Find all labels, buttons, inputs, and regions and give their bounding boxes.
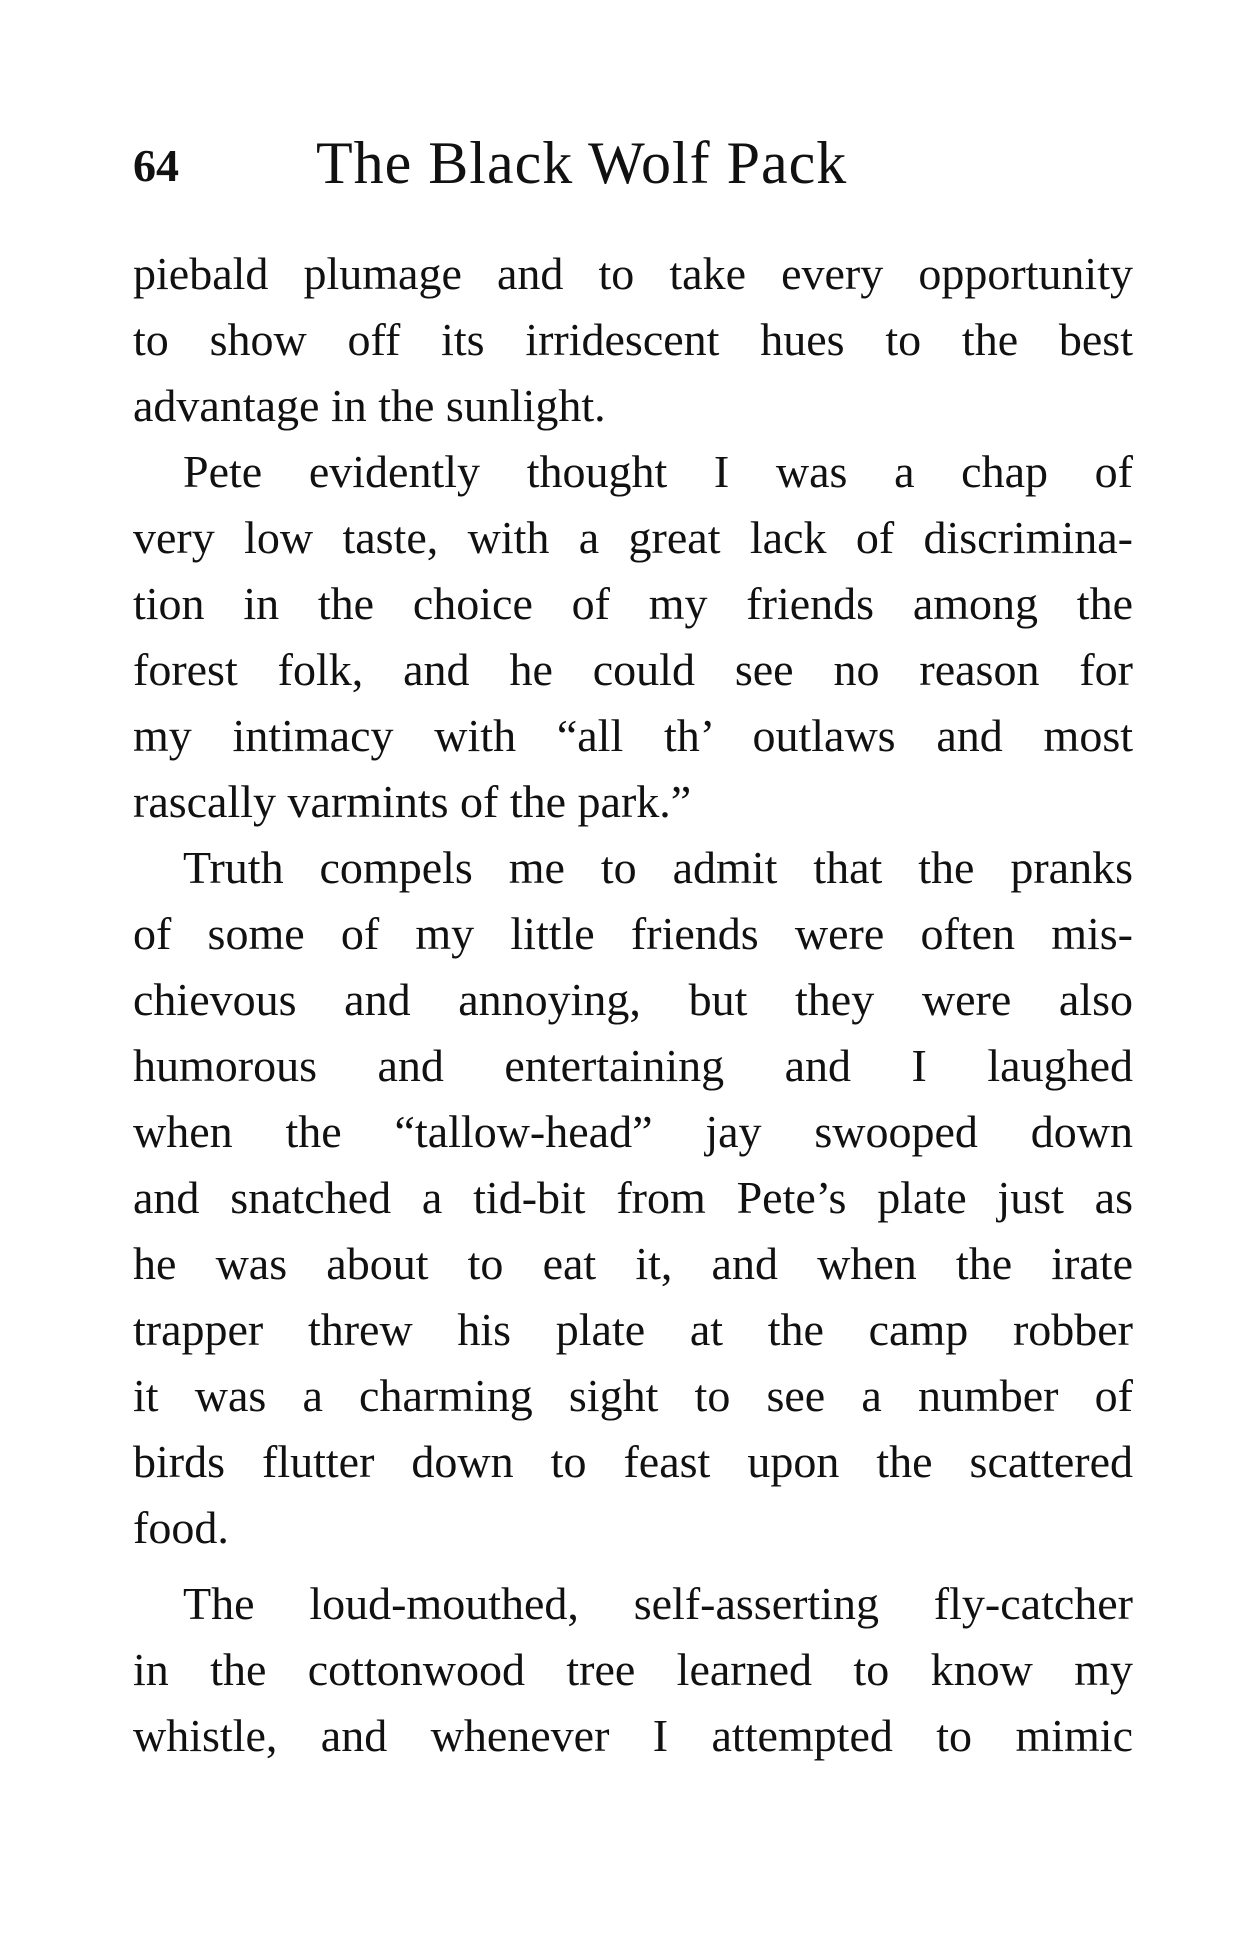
text-line: in the cottonwood tree learned to know my	[133, 1644, 1133, 1695]
text-line: rascally varmints of the park.”	[133, 776, 692, 827]
text-line: very low taste, with a great lack of discrimina-	[133, 512, 1133, 563]
text-line: whistle, and whenever I attempted to mimic	[133, 1710, 1133, 1761]
body-text	[133, 241, 1133, 1769]
text-line: Truth compels me to admit that the pranks	[183, 842, 1133, 893]
text-line: forest folk, and he could see no reason for	[133, 644, 1133, 695]
text-line: my intimacy with “all th’ outlaws and most	[133, 710, 1133, 761]
text-line: trapper threw his plate at the camp robber	[133, 1304, 1133, 1355]
page-header	[133, 128, 1113, 208]
text-line: when the “tallow-head” jay swooped down	[133, 1106, 1133, 1157]
text-line: The loud-mouthed, self-asserting fly-catcher	[183, 1578, 1133, 1629]
text-line: it was a charming sight to see a number of	[133, 1370, 1133, 1421]
text-line: food.	[133, 1502, 229, 1553]
text-line: and snatched a tid-bit from Pete’s plate just as	[133, 1172, 1133, 1223]
text-line: he was about to eat it, and when the irate	[133, 1238, 1133, 1289]
text-line: tion in the choice of my friends among the	[133, 578, 1133, 629]
paragraph-gap	[133, 1561, 1133, 1571]
page-number: 64	[133, 140, 179, 191]
text-line: advantage in the sunlight.	[133, 380, 606, 431]
text-line: to show off its irridescent hues to the best	[133, 314, 1133, 365]
text-line: birds flutter down to feast upon the scattered	[133, 1436, 1133, 1487]
text-line: chievous and annoying, but they were also	[133, 974, 1133, 1025]
text-line: piebald plumage and to take every opportunity	[133, 248, 1133, 299]
running-title: The Black Wolf Pack	[316, 130, 848, 196]
text-line: humorous and entertaining and I laughed	[133, 1040, 1133, 1091]
text-line: of some of my little friends were often mis-	[133, 908, 1133, 959]
text-line: Pete evidently thought I was a chap of	[183, 446, 1133, 497]
